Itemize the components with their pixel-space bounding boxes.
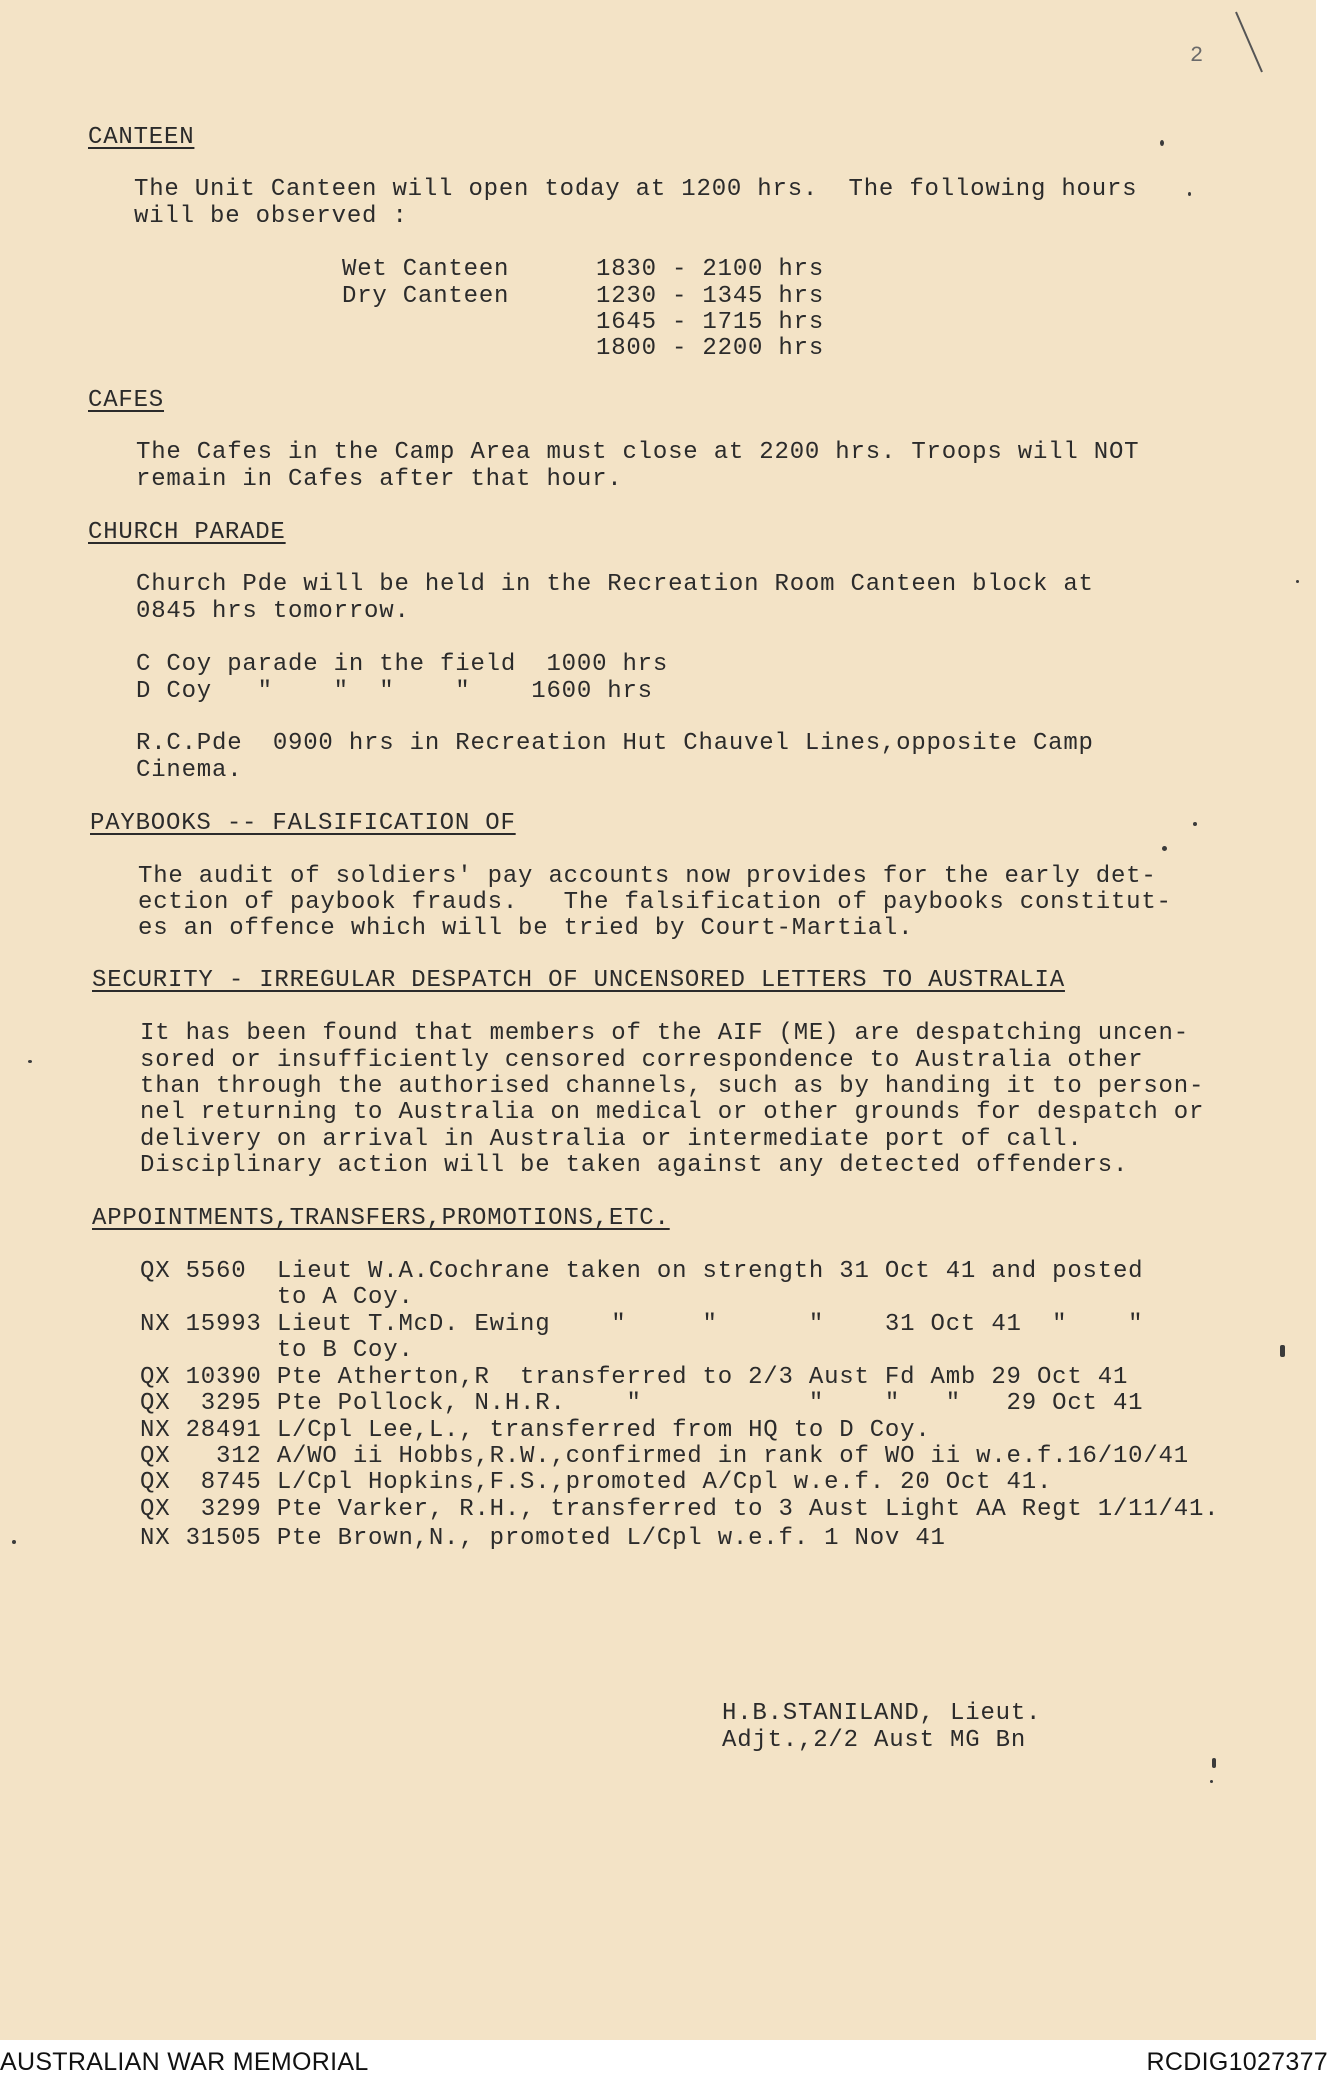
footer-archive-name: AUSTRALIAN WAR MEMORIAL — [0, 2048, 369, 2076]
canteen-time-1: 1830 - 2100 hrs — [596, 256, 825, 283]
appointment-line-4: to B Coy. — [140, 1337, 414, 1364]
cafes-line-1: The Cafes in the Camp Area must close at 2200 hrs. Troops will NOT — [136, 439, 1140, 466]
ink-speck — [1188, 192, 1191, 196]
appointment-line-11: NX 31505 Pte Brown,N., promoted L/Cpl w.e.f. 1 Nov 41 — [140, 1525, 946, 1552]
church-line-2: 0845 hrs tomorrow. — [136, 598, 410, 625]
signature-name: H.B.STANILAND, Lieut. — [722, 1700, 1042, 1727]
appointment-line-10: QX 3299 Pte Varker, R.H., transferred to 3 Aust Light AA Regt 1/11/41. — [140, 1496, 1220, 1523]
cafes-line-2: remain in Cafes after that hour. — [136, 466, 623, 493]
signature-title: Adjt.,2/2 Aust MG Bn — [722, 1727, 1027, 1754]
security-line-4: nel returning to Australia on medical or other grounds for despatch or — [140, 1099, 1205, 1126]
appointment-line-7: NX 28491 L/Cpl Lee,L., transferred from HQ to D Coy. — [140, 1417, 931, 1444]
canteen-time-3: 1645 - 1715 hrs — [596, 309, 825, 336]
ink-speck — [1162, 846, 1167, 851]
ink-speck — [1280, 1345, 1285, 1357]
canteen-line-1: The Unit Canteen will open today at 1200 hrs. The following hours — [134, 176, 1138, 203]
ink-speck — [1160, 140, 1164, 146]
paybooks-line-3: es an offence which will be tried by Court-Martial. — [138, 915, 914, 942]
heading-security: SECURITY - IRREGULAR DESPATCH OF UNCENSORED LETTERS TO AUSTRALIA — [92, 967, 1065, 994]
ink-speck — [12, 1540, 16, 1544]
church-coy-line-1: C Coy parade in the field 1000 hrs — [136, 651, 669, 678]
appointment-line-9: QX 8745 L/Cpl Hopkins,F.S.,promoted A/Cpl w.e.f. 20 Oct 41. — [140, 1469, 1053, 1496]
dry-canteen-label: Dry Canteen — [342, 283, 510, 310]
ink-speck — [1193, 822, 1197, 826]
footer-record-id: RCDIG1027377 — [1146, 2048, 1328, 2076]
wet-canteen-label: Wet Canteen — [342, 256, 510, 283]
paybooks-line-1: The audit of soldiers' pay accounts now provides for the early det- — [138, 863, 1157, 890]
heading-appointments: APPOINTMENTS,TRANSFERS,PROMOTIONS,ETC. — [92, 1205, 670, 1232]
ink-speck — [1210, 1780, 1213, 1783]
security-line-6: Disciplinary action will be taken against any detected offenders. — [140, 1152, 1129, 1179]
rc-parade-line-2: Cinema. — [136, 757, 243, 784]
appointment-line-2: to A Coy. — [140, 1284, 414, 1311]
canteen-line-2: will be observed : — [134, 203, 408, 230]
appointment-line-6: QX 3295 Pte Pollock, N.H.R. " " " " 29 Oct 41 — [140, 1390, 1144, 1417]
church-coy-line-2: D Coy " " " " 1600 hrs — [136, 678, 653, 705]
church-line-1: Church Pde will be held in the Recreation Room Canteen block at — [136, 571, 1094, 598]
security-line-5: delivery on arrival in Australia or intermediate port of call. — [140, 1126, 1083, 1153]
heading-church-parade: CHURCH PARADE — [88, 519, 286, 546]
appointment-line-1: QX 5560 Lieut W.A.Cochrane taken on strength 31 Oct 41 and posted — [140, 1258, 1144, 1285]
appointment-line-3: NX 15993 Lieut T.McD. Ewing " " " 31 Oct 41 " " — [140, 1311, 1144, 1338]
ink-speck — [1212, 1758, 1216, 1768]
heading-paybooks: PAYBOOKS -- FALSIFICATION OF — [90, 810, 516, 837]
corner-pen-stroke — [1230, 8, 1270, 78]
security-line-3: than through the authorised channels, such as by handing it to person- — [140, 1073, 1205, 1100]
heading-canteen: CANTEEN — [88, 124, 195, 151]
heading-cafes: CAFES — [88, 387, 165, 414]
appointment-line-8: QX 312 A/WO ii Hobbs,R.W.,confirmed in rank of WO ii w.e.f.16/10/41 — [140, 1443, 1189, 1470]
security-line-1: It has been found that members of the AIF (ME) are despatching uncen- — [140, 1020, 1189, 1047]
ink-speck — [28, 1060, 32, 1063]
paybooks-line-2: ection of paybook frauds. The falsification of paybooks constitut- — [138, 889, 1172, 916]
canteen-time-2: 1230 - 1345 hrs — [596, 283, 825, 310]
corner-mark: 2 — [1190, 43, 1205, 68]
appointment-line-5: QX 10390 Pte Atherton,R transferred to 2/3 Aust Fd Amb 29 Oct 41 — [140, 1364, 1129, 1391]
security-line-2: sored or insufficiently censored correspondence to Australia other — [140, 1047, 1144, 1074]
canteen-time-4: 1800 - 2200 hrs — [596, 335, 825, 362]
ink-speck — [1296, 580, 1299, 583]
rc-parade-line-1: R.C.Pde 0900 hrs in Recreation Hut Chauvel Lines,opposite Camp — [136, 730, 1094, 757]
